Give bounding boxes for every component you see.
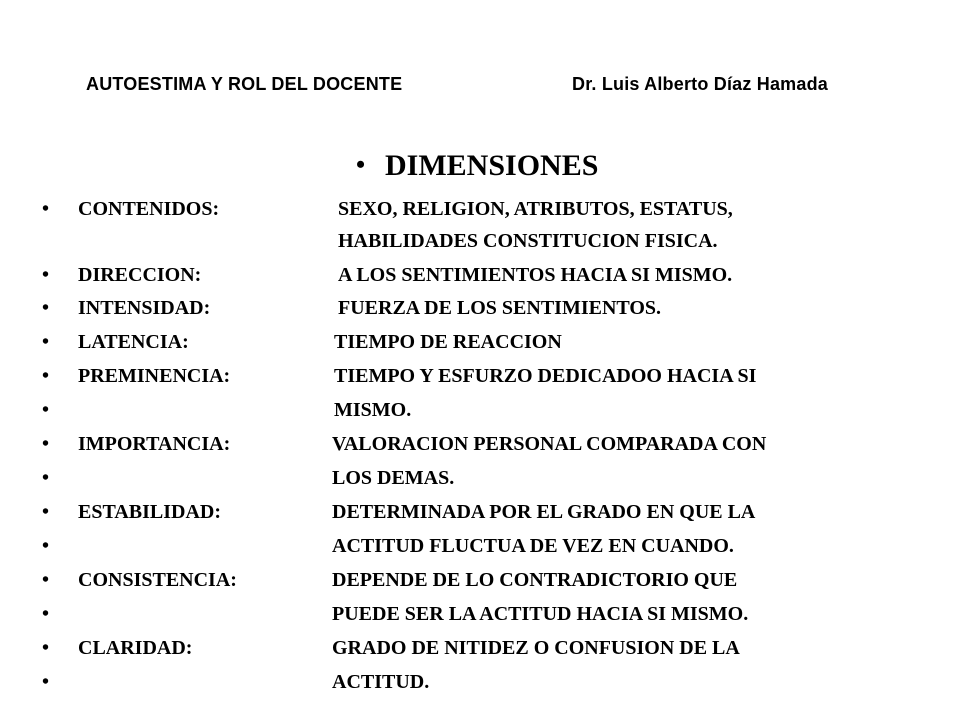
item-value: A LOS SENTIMIENTOS HACIA SI MISMO. (338, 264, 733, 286)
item-label: ESTABILIDAD: (78, 501, 221, 523)
item-value: DEPENDE DE LO CONTRADICTORIO QUE (332, 569, 738, 591)
item-value: ACTITUD FLUCTUA DE VEZ EN CUANDO. (332, 535, 734, 557)
item-value-line: SEXO, RELIGION, ATRIBUTOS, ESTATUS, (338, 198, 733, 220)
bullet-icon: • (42, 637, 50, 659)
item-value: FUERZA DE LOS SENTIMIENTOS. (338, 297, 662, 319)
bullet-icon: • (42, 264, 50, 286)
bullet-icon: • (42, 399, 50, 421)
item-label: CONSISTENCIA: (78, 569, 237, 591)
item-label: DIRECCION: (78, 264, 202, 286)
item-label: CONTENIDOS: (78, 198, 220, 220)
header-title: AUTOESTIMA Y ROL DEL DOCENTE (86, 74, 403, 94)
bullet-icon: • (42, 365, 50, 387)
item-value: PUEDE SER LA ACTITUD HACIA SI MISMO. (332, 603, 749, 625)
item-value: DETERMINADA POR EL GRADO EN QUE LA (332, 501, 756, 523)
item-value-line: HABILIDADES CONSTITUCION FISICA. (338, 230, 718, 252)
section-heading-text: DIMENSIONES (385, 149, 599, 182)
item-value (338, 193, 733, 257)
bullet-icon: • (356, 150, 366, 179)
bullet-icon: • (42, 331, 50, 353)
bullet-icon: • (42, 671, 50, 693)
item-label: PREMINENCIA: (78, 365, 231, 387)
item-label: LATENCIA: (78, 331, 189, 353)
item-value: LOS DEMAS. (332, 467, 455, 489)
item-value: TIEMPO Y ESFURZO DEDICADOO HACIA SI (334, 365, 757, 387)
item-value: TIEMPO DE REACCION (334, 331, 562, 353)
item-label: IMPORTANCIA: (78, 433, 231, 455)
item-label: INTENSIDAD: (78, 297, 211, 319)
item-value: VALORACION PERSONAL COMPARADA CON (332, 433, 767, 455)
bullet-icon: • (42, 467, 50, 489)
item-value: MISMO. (334, 399, 412, 421)
item-value: GRADO DE NITIDEZ O CONFUSION DE LA (332, 637, 740, 659)
item-label: CLARIDAD: (78, 637, 193, 659)
bullet-icon: • (42, 198, 50, 220)
bullet-icon: • (42, 297, 50, 319)
bullet-icon: • (42, 603, 50, 625)
bullet-icon: • (42, 501, 50, 523)
item-value: ACTITUD. (332, 671, 430, 693)
header-author: Dr. Luis Alberto Díaz Hamada (572, 74, 828, 94)
bullet-icon: • (42, 433, 50, 455)
bullet-icon: • (42, 535, 50, 557)
bullet-icon: • (42, 569, 50, 591)
